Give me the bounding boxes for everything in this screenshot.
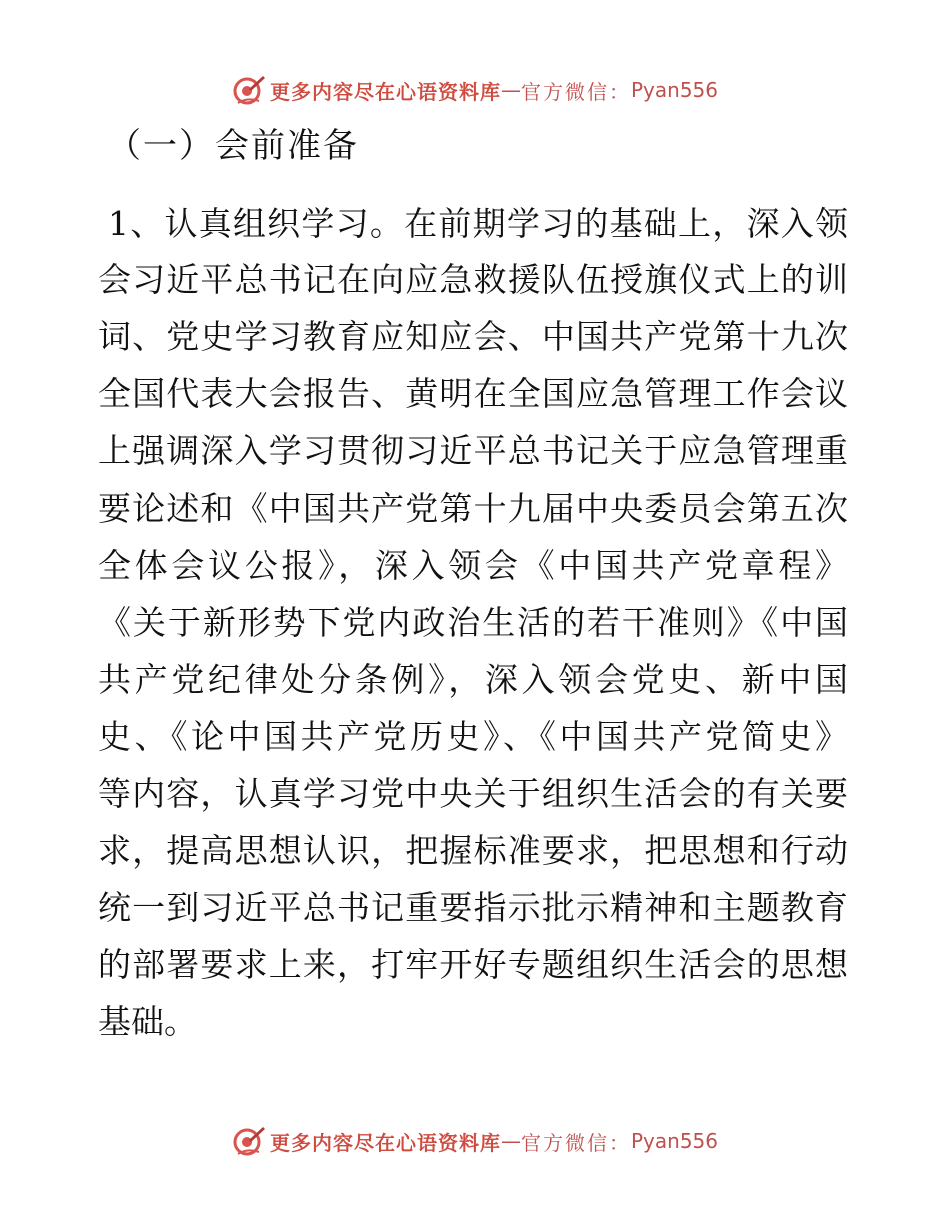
footer-watermark xyxy=(0,1121,950,1161)
paragraph-line: 会习近平总书记在向应急救援队伍授旗仪式上的训 xyxy=(98,260,848,299)
header-watermark xyxy=(0,70,950,110)
paragraph-line: 求，提高思想认识，把握标准要求，把思想和行动 xyxy=(98,831,848,870)
paragraph-line: 基础。 xyxy=(98,1002,197,1041)
ink-brush-logo-icon xyxy=(232,1124,266,1158)
paragraph-line: 等内容，认真学习党中央关于组织生活会的有关要 xyxy=(98,774,848,813)
ink-brush-logo-icon xyxy=(232,73,266,107)
watermark-label: 官方微信： xyxy=(520,79,631,104)
section-title: （一）会前准备 xyxy=(107,126,359,166)
paragraph-line: 《关于新形势下党内政治生活的若干准则》《中国 xyxy=(98,603,848,642)
watermark-wechat-id: Pyan556 xyxy=(630,78,718,102)
watermark-brand: 更多内容尽在心语资料库 xyxy=(269,79,501,104)
watermark-wechat-id: Pyan556 xyxy=(630,1129,718,1153)
watermark-brand: 更多内容尽在心语资料库 xyxy=(269,1130,501,1155)
paragraph-line: 全体会议公报》，深入领会《中国共产党章程》 xyxy=(98,546,848,585)
paragraph-line: 1、认真组织学习。在前期学习的基础上，深入领 xyxy=(108,204,848,243)
paragraph-line: 词、党史学习教育应知应会、中国共产党第十九次 xyxy=(98,317,848,356)
paragraph-line: 上强调深入学习贯彻习近平总书记关于应急管理重 xyxy=(98,431,848,470)
paragraph-line: 要论述和《中国共产党第十九届中央委员会第五次 xyxy=(98,489,848,528)
paragraph-line: 共产党纪律处分条例》，深入领会党史、新中国 xyxy=(98,660,848,699)
paragraph-line: 统一到习近平总书记重要指示批示精神和主题教育 xyxy=(98,888,848,927)
paragraph-line: 史、《论中国共产党历史》、《中国共产党简史》 xyxy=(98,717,848,756)
watermark-dash: — xyxy=(500,1129,521,1153)
paragraph-line: 全国代表大会报告、黄明在全国应急管理工作会议 xyxy=(98,374,848,413)
watermark-label: 官方微信： xyxy=(520,1130,631,1155)
watermark-dash: — xyxy=(500,78,521,102)
paragraph-line: 的部署要求上来，打牢开好专题组织生活会的思想 xyxy=(98,945,848,984)
